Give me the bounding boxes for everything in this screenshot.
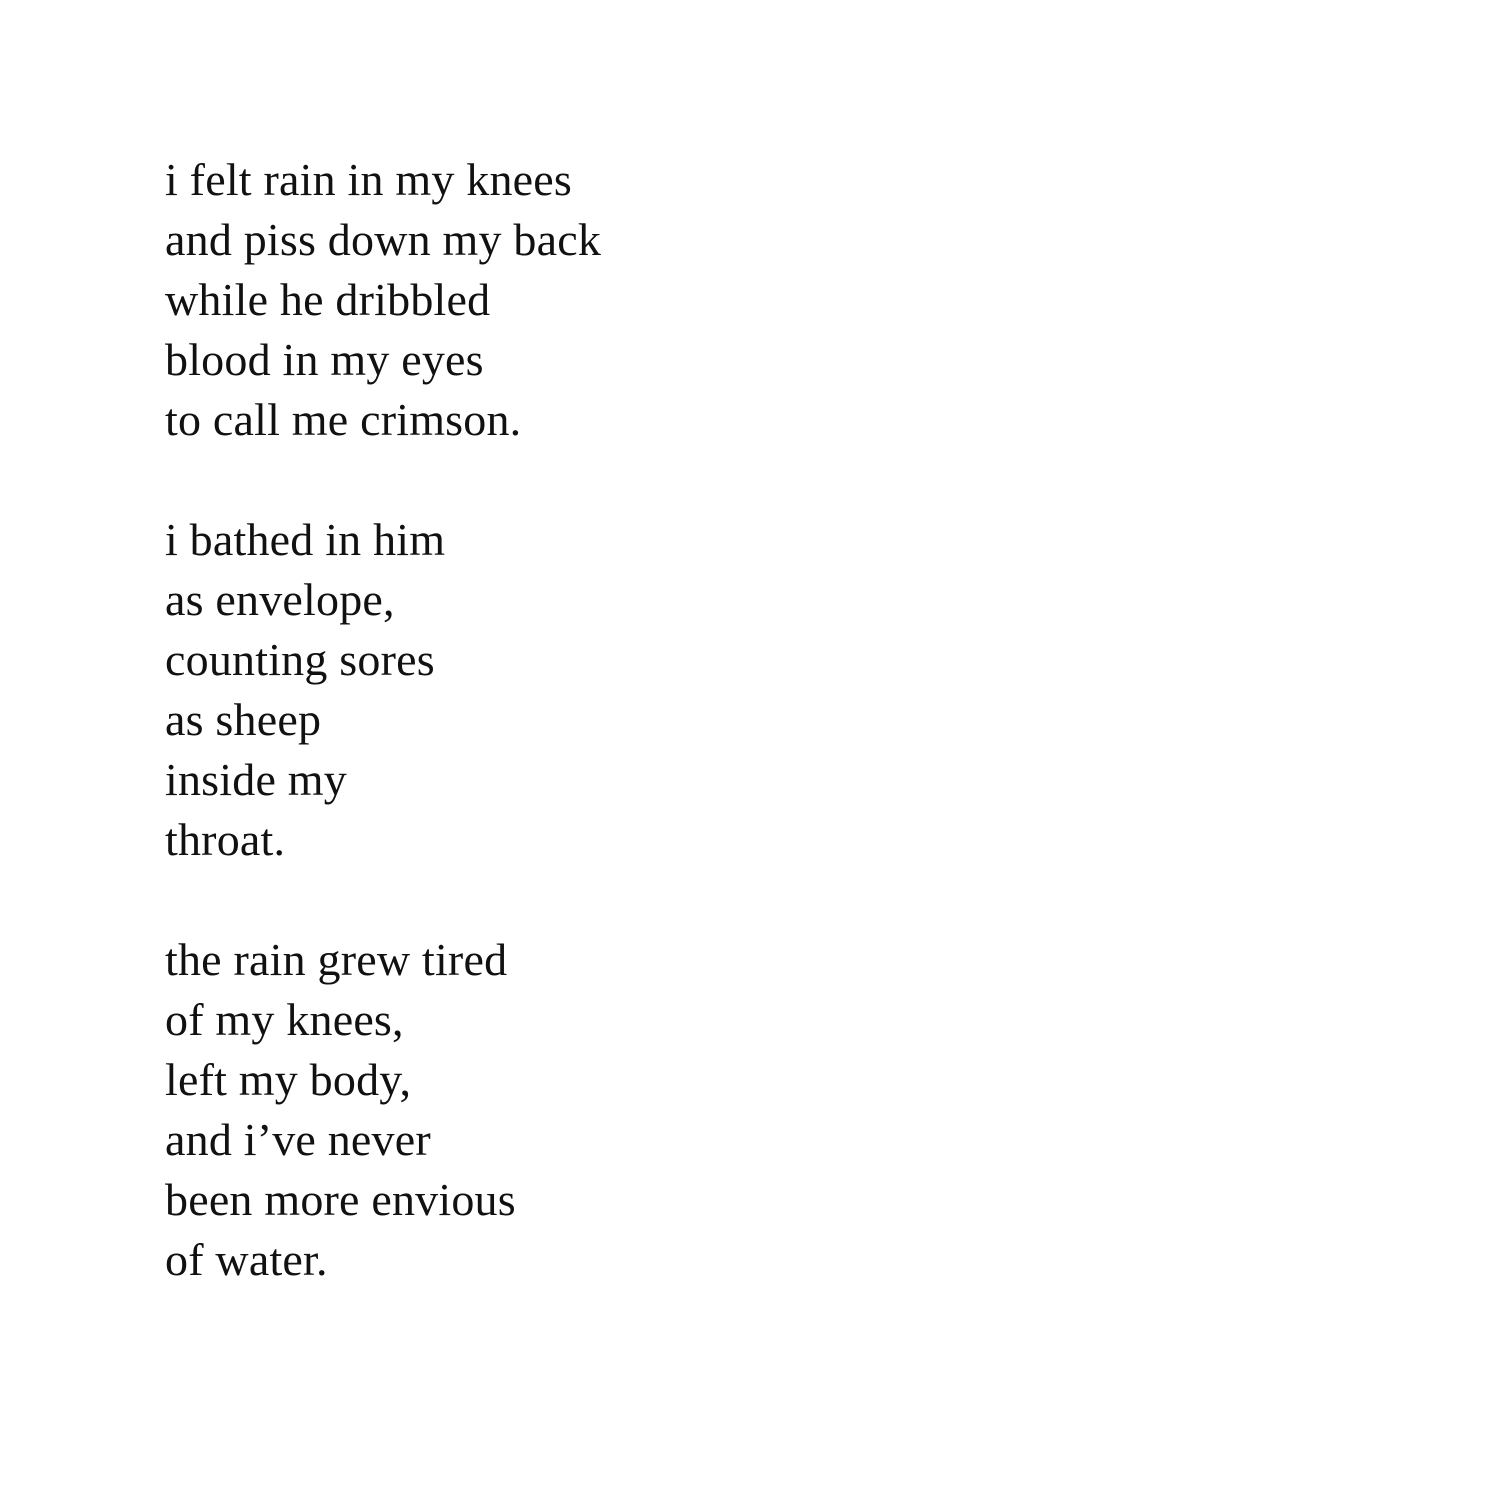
poem-line: and piss down my back	[165, 214, 602, 265]
poem-line: left my body,	[165, 1054, 412, 1105]
stanza-1	[165, 150, 1065, 450]
poem-line: been more envious	[165, 1174, 516, 1225]
poem-line: i felt rain in my knees	[165, 154, 572, 205]
poem-line: to call me crimson.	[165, 394, 522, 445]
poem-line: blood in my eyes	[165, 334, 484, 385]
poem-line: of my knees,	[165, 994, 404, 1045]
poem-line: the rain grew tired	[165, 934, 508, 985]
poem-body	[165, 150, 1065, 1290]
poem-line: inside my	[165, 754, 347, 805]
poem-line: while he dribbled	[165, 274, 491, 325]
poem-line: and i’ve never	[165, 1114, 431, 1165]
stanza-3	[165, 930, 1065, 1290]
poem-line: as envelope,	[165, 574, 395, 625]
poem-line: counting sores	[165, 634, 435, 685]
poem-line: as sheep	[165, 694, 322, 745]
poem-line: of water.	[165, 1234, 328, 1285]
poem-line: i bathed in him	[165, 514, 446, 565]
poem-line: throat.	[165, 814, 286, 865]
stanza-2	[165, 510, 1065, 870]
